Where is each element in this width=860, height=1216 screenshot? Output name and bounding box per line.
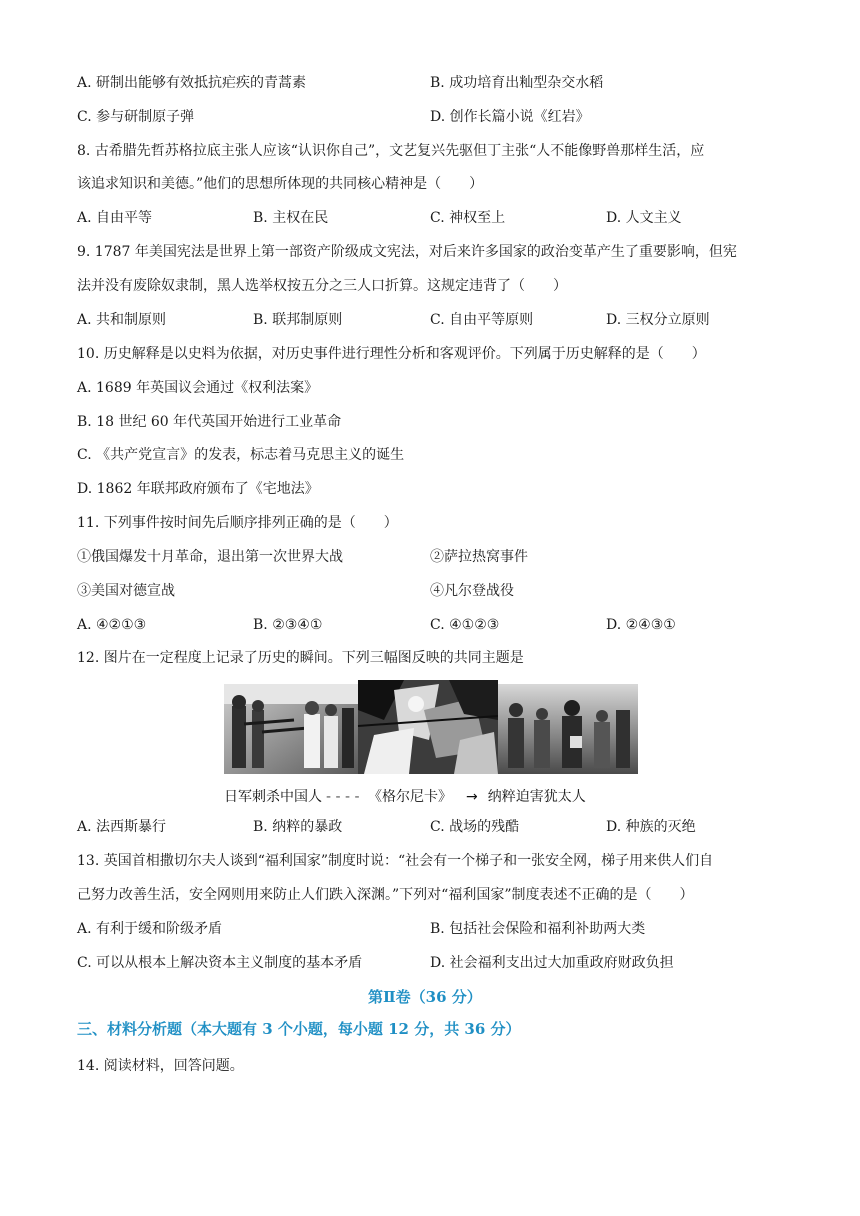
q8-option-b: B. 主权在民	[253, 210, 329, 226]
q8-option-a: A. 自由平等	[77, 210, 153, 226]
q11-option-c: C. ④①②③	[430, 617, 500, 633]
q8-stem-line2: 该追求知识和美德。”他们的思想所体现的共同核心精神是（ ）	[77, 176, 484, 192]
q12-option-a: A. 法西斯暴行	[77, 819, 167, 835]
q13-stem-line1: 13. 英国首相撒切尔夫人谈到“福利国家”制度时说：“社会有一个梯子和一张安全网，梯子用来供人们自	[77, 853, 714, 869]
q11-option-d: D. ②④③①	[606, 617, 676, 633]
q12-option-d: D. 种族的灭绝	[606, 819, 696, 835]
caption-photo-1: 日军刺杀中国人	[224, 789, 322, 805]
q11-event-2: ②萨拉热窝事件	[430, 549, 528, 565]
q13-option-d: D. 社会福利支出过大加重政府财政负担	[430, 955, 674, 971]
caption-photo-2: 《格尔尼卡》	[368, 789, 453, 805]
q7-option-b: B. 成功培育出籼型杂交水稻	[430, 75, 604, 91]
q9-option-d: D. 三权分立原则	[606, 312, 710, 328]
arrow-right-icon: →	[466, 789, 478, 805]
q7-option-a: A. 研制出能够有效抵抗疟疾的青蒿素	[77, 75, 307, 91]
q7-option-c: C. 参与研制原子弹	[77, 109, 195, 125]
q12-photo-strip	[224, 680, 638, 778]
q11-event-3: ③美国对德宣战	[77, 583, 175, 599]
q10-option-a: A. 1689 年英国议会通过《权利法案》	[77, 380, 319, 396]
q12-stem: 12. 图片在一定程度上记录了历史的瞬间。下列三幅图反映的共同主题是	[77, 650, 524, 666]
q9-stem-line1: 9. 1787 年美国宪法是世界上第一部资产阶级成文宪法，对后来许多国家的政治变革产生了重要影响，但宪	[77, 244, 737, 260]
q8-option-c: C. 神权至上	[430, 210, 506, 226]
q10-option-c: C. 《共产党宣言》的发表，标志着马克思主义的诞生	[77, 447, 405, 463]
q9-option-a: A. 共和制原则	[77, 312, 167, 328]
q13-option-c: C. 可以从根本上解决资本主义制度的基本矛盾	[77, 955, 363, 971]
photo-jewish-persecution-icon	[498, 684, 638, 774]
q9-option-b: B. 联邦制原则	[253, 312, 343, 328]
q13-option-b: B. 包括社会保险和福利补助两大类	[430, 921, 646, 937]
q11-option-b: B. ②③④①	[253, 617, 323, 633]
q11-event-1: ①俄国爆发十月革命，退出第一次世界大战	[77, 549, 343, 565]
part2-title: 第Ⅱ卷（36 分）	[368, 988, 482, 1006]
caption-photo-3: 纳粹迫害犹太人	[487, 789, 586, 805]
q8-option-d: D. 人文主义	[606, 210, 682, 226]
q13-stem-line2: 己努力改善生活，安全网则用来防止人们跌入深渊。”下列对“福利国家”制度表述不正确的是（ ）	[77, 887, 694, 903]
q11-stem: 11. 下列事件按时间先后顺序排列正确的是（ ）	[77, 515, 398, 531]
q10-stem: 10. 历史解释是以史料为依据，对历史事件进行理性分析和客观评价。下列属于历史解释的是（ ）	[77, 346, 706, 362]
q12-option-b: B. 纳粹的暴政	[253, 819, 343, 835]
dotted-separator: - - - -	[326, 789, 365, 805]
q12-option-c: C. 战场的残酷	[430, 819, 520, 835]
q11-event-4: ④凡尔登战役	[430, 583, 514, 599]
q9-stem-line2: 法并没有废除奴隶制，黑人选举权按五分之三人口折算。这规定违背了（ ）	[77, 278, 567, 294]
q10-option-b: B. 18 世纪 60 年代英国开始进行工业革命	[77, 414, 342, 430]
q13-option-a: A. 有利于缓和阶级矛盾	[77, 921, 223, 937]
q9-option-c: C. 自由平等原则	[430, 312, 534, 328]
section3-title: 三、材料分析题（本大题有 3 个小题，每小题 12 分，共 36 分）	[77, 1020, 521, 1038]
q10-option-d: D. 1862 年联邦政府颁布了《宅地法》	[77, 481, 319, 497]
q14-stem: 14. 阅读材料，回答问题。	[77, 1058, 244, 1074]
photo-japanese-army-icon	[224, 684, 358, 774]
q11-option-a: A. ④②①③	[77, 617, 147, 633]
q12-figure-caption	[224, 786, 590, 806]
q7-option-d: D. 创作长篇小说《红岩》	[430, 109, 590, 125]
q8-stem-line1: 8. 古希腊先哲苏格拉底主张人应该“认识你自己”，文艺复兴先驱但丁主张“人不能像野兽那样生活，应	[77, 143, 705, 159]
photo-guernica-icon	[358, 680, 498, 774]
